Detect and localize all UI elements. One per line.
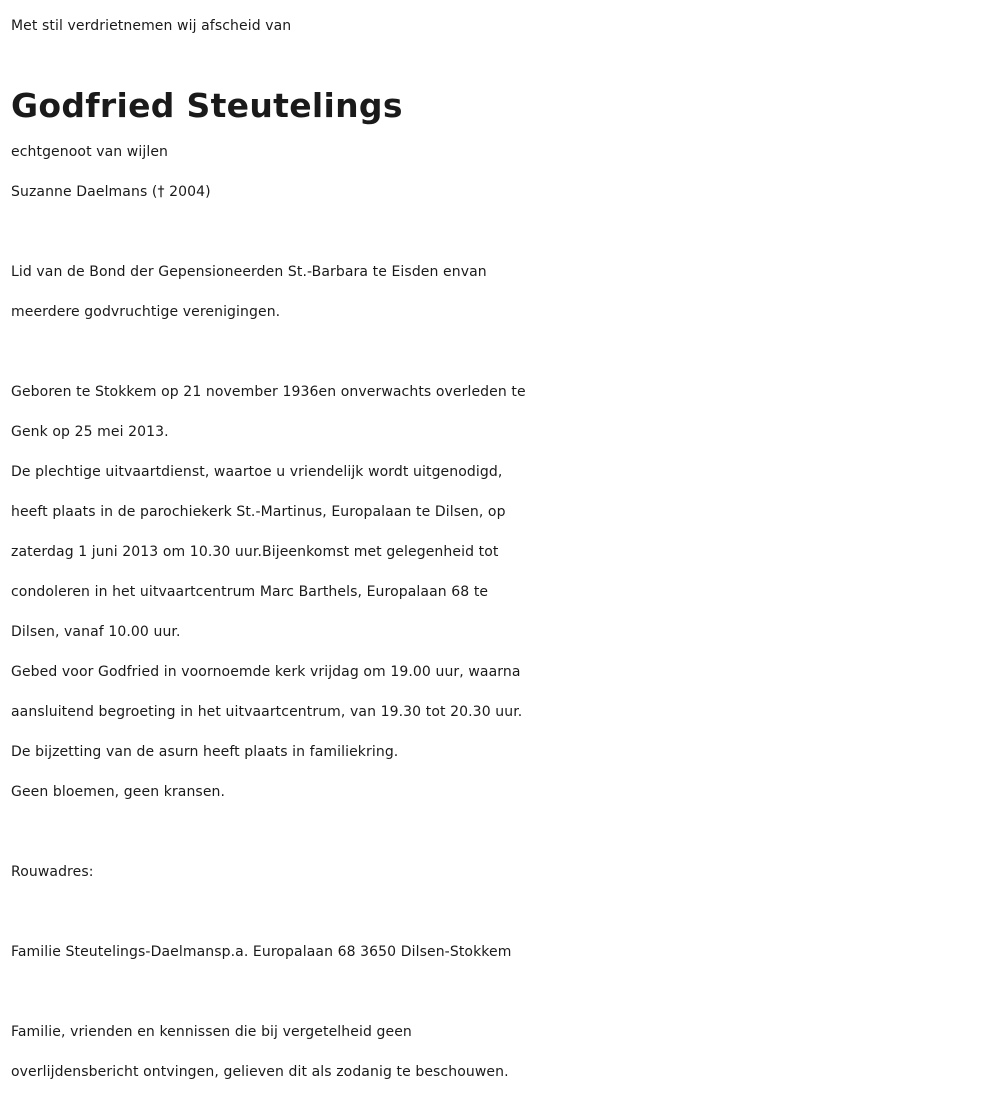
- details-line: De bijzetting van de asurn heeft plaats in familiekring.: [11, 744, 399, 760]
- spacer: [11, 212, 991, 252]
- membership-line-2: meerdere godvruchtige verenigingen.: [11, 304, 281, 320]
- details-line: Genk op 25 mei 2013.: [11, 424, 169, 440]
- details-line: Gebed voor Godfried in voornoemde kerk vrijdag om 19.00 uur, waarna: [11, 664, 521, 680]
- intro-text: Met stil verdrietnemen wij afscheid van: [11, 18, 292, 34]
- membership-line-1: Lid van de Bond der Gepensioneerden St.-Barbara te Eisden envan: [11, 264, 487, 280]
- details-line: heeft plaats in de parochiekerk St.-Martinus, Europalaan te Dilsen, op: [11, 504, 506, 520]
- address-label: Rouwadres:: [11, 864, 94, 880]
- closing-line-1: Familie, vrienden en kennissen die bij vergetelheid geen: [11, 1024, 412, 1040]
- details-line: Dilsen, vanaf 10.00 uur.: [11, 624, 181, 640]
- obituary-notice: [11, 6, 991, 1092]
- deceased-name: Godfried Steutelings: [11, 86, 403, 125]
- details-line: aansluitend begroeting in het uitvaartcentrum, van 19.30 tot 20.30 uur.: [11, 704, 523, 720]
- spouse-line-2: Suzanne Daelmans († 2004): [11, 184, 211, 200]
- spacer: [11, 332, 991, 372]
- spacer: [11, 972, 991, 1012]
- details-line: Geen bloemen, geen kransen.: [11, 784, 226, 800]
- closing-line-2: overlijdensbericht ontvingen, gelieven dit als zodanig te beschouwen.: [11, 1064, 509, 1080]
- spacer: [11, 892, 991, 932]
- mourning-address: Familie Steutelings-Daelmansp.a. Europalaan 68 3650 Dilsen-Stokkem: [11, 944, 512, 960]
- details-line: Geboren te Stokkem op 21 november 1936en onverwachts overleden te: [11, 384, 526, 400]
- details-line: condoleren in het uitvaartcentrum Marc Barthels, Europalaan 68 te: [11, 584, 489, 600]
- spouse-line-1: echtgenoot van wijlen: [11, 144, 169, 160]
- details-line: De plechtige uitvaartdienst, waartoe u vriendelijk wordt uitgenodigd,: [11, 464, 503, 480]
- details-line: zaterdag 1 juni 2013 om 10.30 uur.Bijeenkomst met gelegenheid tot: [11, 544, 499, 560]
- spacer: [11, 812, 991, 852]
